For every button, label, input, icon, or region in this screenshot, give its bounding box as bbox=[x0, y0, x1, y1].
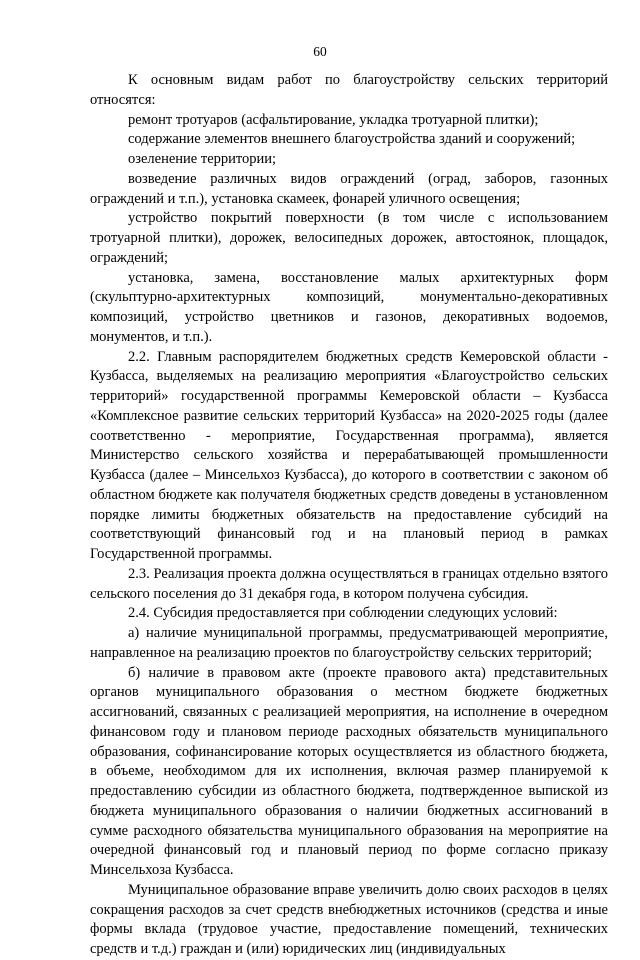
list-item-fences-benches-lights: возведение различных видов ограждений (оград, заборов, газонных ограждений и т.п.), установка скамеек, фонарей уличного освещения; bbox=[90, 170, 608, 207]
paragraph-municipal-share: Муниципальное образование вправе увеличить долю своих расходов в целях сокращения расходов за счет средств внебюджетных источников (средства и иные формы вклада (трудовое участие, предоставление помещений, технических средств и т.д.) граждан и (или) юридических лиц (индивидуальных bbox=[90, 881, 608, 957]
paragraph-2-2: 2.2. Главным распорядителем бюджетных средств Кемеровской области - Кузбасса, выделяемых на реализацию мероприятия «Благоустройство сельских территорий» государственной программы Кемеровской области – Кузбасса «Комплексное развитие сельских территорий Кузбасса» на 2020-2025 годы (далее соответственно - мероприятие, Государственная программа), является Министерство сельского хозяйства и перерабатывающей промышленности Кузбасса (далее – Минсельхоз Кузбасса), до которого в соответствии с законом об областном бюджете как получателя бюджетных средств доведены в установленном порядке лимиты бюджетных обязательств на предоставление субсидий на соответствующий финансовый год и на плановый период в рамках Государственной программы. bbox=[90, 348, 608, 562]
paragraph-2-3: 2.3. Реализация проекта должна осуществляться в границах отдельно взятого сельского поселения до 31 декабря года, в котором получена субсидия. bbox=[90, 565, 608, 602]
list-item-small-architectural-forms: установка, замена, восстановление малых архитектурных форм (скульптурно-архитектурных композиций, монументально-декоративных композиций, устройство цветников и газонов, декоративных водоемов, монументов, и т.п.). bbox=[90, 269, 608, 345]
paragraph-2-4: 2.4. Субсидия предоставляется при соблюдении следующих условий: bbox=[128, 605, 558, 622]
page-number: 60 bbox=[313, 44, 327, 59]
list-item-surfaces-paths: устройство покрытий поверхности (в том числе с использованием тротуарной плитки), дорожек, велосипедных дорожек, автостоянок, площадок, ограждений; bbox=[90, 210, 608, 266]
paragraph-intro: К основным видам работ по благоустройству сельских территорий относятся: bbox=[90, 72, 608, 108]
condition-a: а) наличие муниципальной программы, предусматривающей мероприятие, направленное на реализацию проектов по благоустройству сельских территорий; bbox=[90, 625, 608, 661]
list-item-landscaping: озеленение территории; bbox=[128, 151, 277, 167]
document-body bbox=[90, 71, 608, 960]
condition-b: б) наличие в правовом акте (проекте правового акта) представительных органов муниципального образования о местном бюджете бюджетных ассигнований, связанных с реализацией мероприятия, на исполнение в очередном финансовом году и плановом периоде расходных обязательств муниципального образования, софинансирование которых осуществляется из областного бюджета, в объеме, необходимом для их исполнения, включая размер планируемой к предоставлению субсидии из областного бюджета, подтвержденное выпиской из бюджета муниципального образования о наличии бюджетных ассигнований в сумме расходного обязательства муниципального образования на мероприятие на очередной финансовый год и плановый период по форме согласно приказу Минсельхоза Кузбасса. bbox=[90, 664, 608, 878]
list-item-exterior-maintenance: содержание элементов внешнего благоустройства зданий и сооружений; bbox=[128, 131, 576, 148]
list-item-sidewalk-repair: ремонт тротуаров (асфальтирование, укладка тротуарной плитки); bbox=[128, 111, 539, 128]
